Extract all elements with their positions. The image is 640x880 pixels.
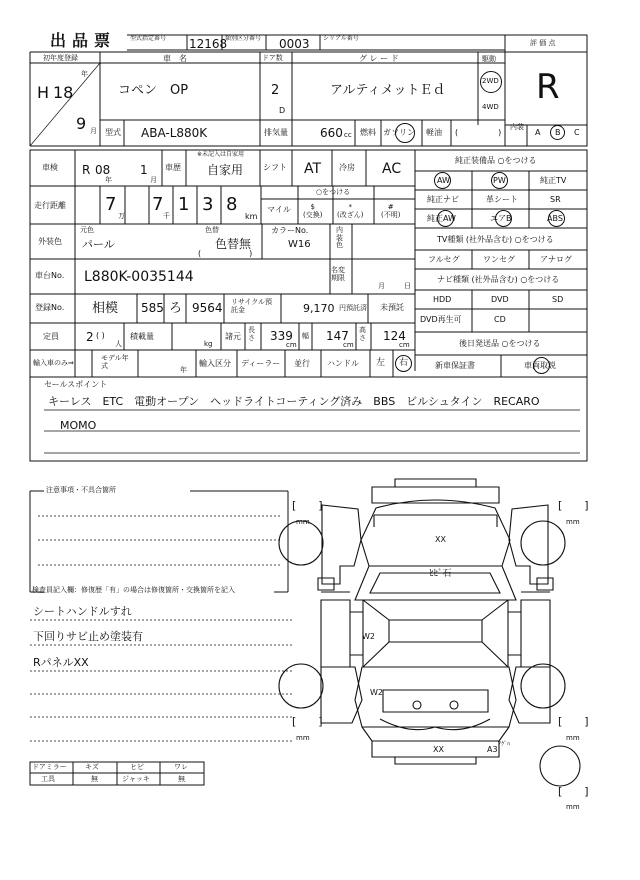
chassis-value: L880K-0035144 [84, 269, 194, 285]
notes-label: 注意事項・不具合箇所 [46, 486, 116, 494]
tire-fl-mm: mm [296, 518, 310, 526]
fuel-diesel: 軽油 [426, 128, 442, 137]
note-line-2: 下回りサビ止め塗装有 [33, 630, 143, 643]
tv-fullseg: フルセグ [428, 255, 460, 264]
footer-crack: ヒビ [130, 763, 144, 771]
equip-sr: SR [550, 195, 561, 204]
ruibetsu-value: 0003 [279, 37, 310, 51]
capacity-label: 定員 [43, 332, 59, 341]
fuel-gasoline: ガソリン [383, 128, 415, 137]
interior-label: 内装 [510, 123, 524, 131]
navi-sd: SD [552, 295, 564, 304]
height-value: 124 [383, 329, 406, 343]
renew-day: 日 [404, 282, 411, 290]
tire-fr-bracket: [ ] [558, 499, 589, 512]
equip-aw: AW [437, 176, 450, 185]
mileage-digit-1: 1 [178, 194, 190, 215]
ruibetsu-label: 類別区分番号 [225, 35, 262, 42]
tv-analog: アナログ [540, 255, 572, 264]
footer-tools-value: 無 [91, 775, 98, 783]
form-title-char-2: 品 [72, 31, 89, 50]
paint-value: 色替無 [215, 237, 252, 251]
footer-jack-value: 無 [178, 775, 185, 783]
doors-value: 2 [271, 83, 280, 98]
displacement-unit: cc [344, 131, 352, 139]
mileage-man-unit: 万 [118, 212, 125, 220]
mark-rear-a: A3 [487, 745, 498, 754]
import-type-label: 輸入区分 [199, 359, 231, 368]
mile-label: マイル [267, 205, 291, 214]
mileage-man: 7 [105, 194, 117, 215]
car-name-label: 車 名 [163, 54, 187, 63]
chassis-label: 車台No. [35, 271, 65, 280]
mileage-digit-2: 3 [202, 194, 214, 215]
tv-oneseg: ワンセグ [483, 255, 515, 264]
model-label: 型式 [105, 128, 121, 137]
note-line-1: シートハンドルすれ [33, 605, 132, 618]
fuel-bracket: ( ) [455, 128, 502, 137]
form-title-char-1: 出 [50, 31, 67, 50]
first-reg-year: 18 [53, 83, 74, 102]
equip-navi: 純正ナビ [427, 195, 459, 204]
mark-rear-note: ｱｸﾞﾊ [498, 741, 511, 748]
first-reg-era: H [37, 83, 50, 102]
shift-label: シフト [263, 163, 287, 172]
navi-hdd: HDD [433, 295, 452, 304]
width-value: 147 [326, 329, 349, 343]
tire-fl-bracket: [ ] [292, 499, 323, 512]
sales-point-line-1: キーレス ETC 電動オープン ヘッドライトコーティング済み BBS ビルシュタイン RECARO [48, 395, 540, 408]
equip-airbag: エアB [490, 214, 512, 223]
import-dealer: ディーラー [241, 359, 281, 368]
tire-rl-mm: mm [296, 734, 310, 742]
vehicle-manual: 車両取説 [524, 361, 556, 370]
mark-hood: XX [435, 535, 446, 544]
mark-door: W2 [362, 632, 375, 641]
later-shipment-label: 後日発送品 ○をつける [459, 339, 541, 348]
footer-break: ワレ [174, 763, 188, 771]
drive-4wd: 4WD [482, 103, 499, 111]
load-unit: kg [204, 340, 213, 348]
handle-right: 右 [399, 358, 409, 368]
eval-score: R [536, 67, 560, 107]
equip-leather: 革シート [486, 195, 518, 204]
shaken-year-unit: 年 [105, 176, 112, 184]
capacity-paren: ( ) [96, 331, 105, 340]
mileage-thousand: 7 [152, 194, 164, 215]
first-reg-year-unit: 年 [81, 70, 88, 78]
model-value: ABA-L880K [141, 126, 208, 140]
ac-value: AC [382, 161, 402, 177]
first-reg-label: 初年度登録 [43, 54, 78, 62]
length-value: 339 [270, 329, 293, 343]
mark-windshield: ﾋﾋﾞ石 [429, 569, 452, 579]
color-no-label: カラーNo. [271, 226, 309, 235]
mileage-km: km [245, 212, 258, 221]
new-car-warranty: 新車保証書 [435, 361, 475, 370]
drive-2wd: 2WD [482, 77, 499, 85]
history-note: ※未記入は自家用 [197, 151, 245, 158]
spare-mm: mm [566, 803, 580, 811]
exterior-color-label: 外装色 [38, 237, 62, 246]
height-label: 高さ [359, 326, 366, 342]
equip-abs: ABS [547, 214, 563, 223]
form-title-char-3: 票 [94, 31, 111, 50]
navi-dvd: DVD [491, 295, 509, 304]
grade-label: グ レ ー ド [359, 54, 399, 63]
tire-rl-bracket: [ ] [292, 715, 323, 728]
orig-color-label: 元色 [80, 226, 94, 234]
dimensions-label: 諸元 [225, 332, 241, 341]
model-year-unit: 年 [180, 366, 187, 374]
ac-label: 冷房 [339, 163, 355, 172]
mileage-label: 走行距離 [34, 201, 66, 210]
interior-b: B [555, 128, 561, 137]
footer-tools: 工具 [41, 775, 55, 783]
fuel-label: 燃料 [360, 128, 376, 137]
first-reg-month-unit: 月 [90, 127, 97, 135]
grade-value: アルティメットＥｄ [330, 83, 446, 98]
equip-header: 純正装備品 ○をつける [455, 156, 537, 165]
shaken-month-unit: 月 [150, 176, 157, 184]
history-value: 自家用 [207, 163, 244, 177]
orig-color-value: パール [82, 238, 115, 251]
interior-a: A [535, 128, 541, 137]
reg-class: 585 [141, 301, 164, 315]
tire-fr-mm: mm [566, 518, 580, 526]
handle-label: ハンドル [327, 359, 359, 368]
reg-label: 登録No. [35, 303, 65, 312]
recycle-none: 未預託 [380, 303, 404, 312]
reg-number: 9564 [192, 301, 223, 315]
car-name: コペン OP [118, 83, 189, 98]
history-label: 車歴 [165, 163, 181, 172]
drive-label: 駆動 [482, 55, 496, 63]
renew-label: 名変期限 [331, 266, 345, 283]
footer-jack: ジャッキ [122, 775, 150, 783]
length-unit: cm [286, 341, 297, 349]
equip-pw: PW [493, 176, 506, 185]
meter-exchanged: $ (交換) [303, 203, 323, 220]
mark-rear-bumper: XX [433, 745, 444, 754]
import-parallel: 並行 [294, 359, 310, 368]
renew-month: 月 [378, 282, 385, 290]
model-year-label: モデル年式 [101, 354, 129, 371]
handle-left: 左 [376, 358, 386, 368]
navi-header: ナビ種類 (社外品含む) ○をつける [437, 275, 560, 284]
eval-label: 評 価 点 [530, 39, 556, 47]
tire-rr-bracket: [ ] [558, 715, 589, 728]
navi-cd: CD [494, 315, 506, 324]
tire-rr-mm: mm [566, 734, 580, 742]
shaken-month: 1 [140, 163, 148, 177]
mileage-circle-note: ○をつける [316, 188, 351, 196]
note-line-3: RパネルXX [33, 656, 89, 669]
displacement-value: 660 [320, 126, 343, 140]
sales-point-line-2: MOMO [60, 419, 97, 432]
color-no-value: W16 [288, 239, 311, 250]
interior-c: C [574, 128, 580, 137]
load-label: 積載量 [130, 332, 154, 341]
mileage-thousand-unit: 千 [163, 212, 170, 220]
recycle-label: リサイクル預託金 [231, 298, 273, 315]
navi-dvd-play: DVD再生可 [420, 315, 462, 324]
recycle-unit: 円預託済 [339, 304, 367, 312]
import-label: 輸入車のみ⇒ [33, 359, 74, 367]
reg-kana: ろ [169, 301, 183, 316]
serial-label: シリアル番号 [323, 35, 359, 42]
shaken-label: 車検 [42, 163, 58, 172]
reg-area: 相模 [92, 301, 119, 316]
shaken-year: 08 [95, 163, 111, 177]
width-label: 幅 [302, 332, 309, 340]
equip-genuine-aw: 純正AW [427, 214, 456, 223]
doors-label: ドア数 [262, 54, 283, 62]
meter-unknown: # (不明) [381, 203, 401, 220]
interior-color-label: 内装色 [336, 226, 343, 250]
length-label: 長さ [248, 326, 255, 342]
mark-rear-door: W2 [370, 688, 383, 697]
footer-door-mirror: ドアミラー [32, 763, 67, 771]
displacement-label: 排気量 [264, 128, 288, 137]
meter-altered: * (改ざん) [337, 203, 364, 220]
doors-suffix: D [279, 106, 286, 115]
mileage-digit-3: 8 [226, 194, 238, 215]
height-unit: cm [399, 341, 410, 349]
shaken-era: R [82, 163, 91, 177]
first-reg-month: 9 [76, 114, 87, 133]
shitei-label: 型式指定番号 [130, 35, 167, 42]
paint-label: 色替 [205, 226, 219, 234]
equip-tv: 純正TV [540, 176, 567, 185]
capacity-unit: 人 [115, 340, 122, 348]
capacity-value: 2 [86, 330, 94, 344]
shitei-value: 12168 [189, 37, 228, 51]
recycle-value: 9,170 [303, 302, 335, 315]
sales-point-label: セールスポイント [44, 380, 108, 389]
tv-header: TV種類 (社外品含む) ○をつける [437, 235, 554, 244]
footer-scratch: キズ [85, 763, 99, 771]
shift-value: AT [304, 161, 322, 177]
spare-bracket: [ ] [558, 785, 589, 798]
inspector-label: 検査員記入欄：修復歴「有」の場合は修復箇所・交換箇所を記入 [32, 586, 235, 594]
paint-paren: ( ) [198, 249, 253, 258]
width-unit: cm [343, 341, 354, 349]
